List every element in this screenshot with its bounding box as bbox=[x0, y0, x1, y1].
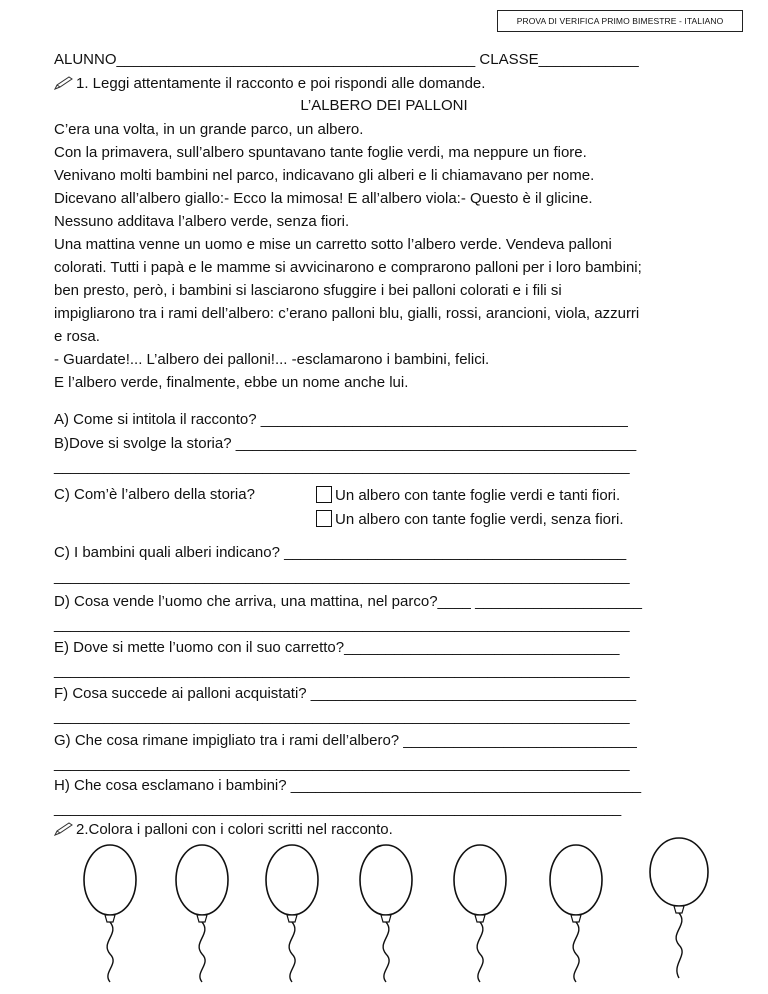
checkbox-option-2[interactable] bbox=[316, 510, 332, 527]
answer-blank-c2[interactable]: _____________________________________________________________________ bbox=[54, 568, 630, 585]
header-title: PROVA DI VERIFICA PRIMO BIMESTRE - ITALIANO bbox=[516, 16, 724, 26]
balloon-5[interactable] bbox=[450, 842, 510, 987]
question-e: E) Dove si mette l’uomo con il suo carretto?_________________________________ bbox=[54, 639, 620, 656]
student-class-line: ALUNNO___________________________________________ CLASSE____________ bbox=[54, 51, 639, 68]
answer-blank-d[interactable]: _____________________________________________________________________ bbox=[54, 616, 630, 633]
option-row bbox=[316, 486, 620, 506]
story-line: colorati. Tutti i papà e le mamme si avvicinarono e comprarono palloni per i loro bambini; bbox=[54, 259, 642, 276]
balloon-7[interactable] bbox=[646, 836, 712, 986]
balloon-4[interactable] bbox=[356, 842, 416, 987]
answer-blank-b[interactable]: _____________________________________________________________________ bbox=[54, 458, 630, 475]
pencil-icon bbox=[54, 822, 74, 836]
balloon-2[interactable] bbox=[172, 842, 232, 987]
question-c2: C) I bambini quali alberi indicano? _________________________________________ bbox=[54, 544, 627, 561]
story-line: ben presto, però, i bambini si lasciarono sfuggire i bei palloni colorati e i fili si bbox=[54, 282, 562, 299]
header-title-box bbox=[497, 10, 743, 32]
story-line: e rosa. bbox=[54, 328, 100, 345]
exercise2-instruction: 2.Colora i palloni con i colori scritti nel racconto. bbox=[76, 821, 393, 838]
option-row bbox=[316, 510, 624, 530]
answer-blank-g[interactable]: _____________________________________________________________________ bbox=[54, 755, 630, 772]
question-a: A) Come si intitola il racconto? ____________________________________________ bbox=[54, 411, 628, 428]
story-line: Una mattina venne un uomo e mise un carretto sotto l’albero verde. Vendeva palloni bbox=[54, 236, 612, 253]
option-2-label: Un albero con tante foglie verdi, senza fiori. bbox=[335, 511, 624, 528]
exercise1-instruction: 1. Leggi attentamente il racconto e poi rispondi alle domande. bbox=[76, 75, 486, 92]
story-line: Nessuno additava l’albero verde, senza fiori. bbox=[54, 213, 350, 230]
question-c1: C) Com’è l’albero della storia? bbox=[54, 486, 255, 503]
checkbox-option-1[interactable] bbox=[316, 486, 332, 503]
story-title: L’ALBERO DEI PALLONI bbox=[300, 97, 468, 114]
balloon-1[interactable] bbox=[80, 842, 140, 987]
story-line: Con la primavera, sull’albero spuntavano tante foglie verdi, ma neppure un fiore. bbox=[54, 144, 587, 161]
balloon-3[interactable] bbox=[262, 842, 322, 987]
story-line: - Guardate!... L’albero dei palloni!... -esclamarono i bambini, felici. bbox=[54, 351, 490, 368]
question-h: H) Che cosa esclamano i bambini? __________________________________________ bbox=[54, 777, 642, 794]
story-line: C’era una volta, in un grande parco, un albero. bbox=[54, 121, 364, 138]
story-line: E l’albero verde, finalmente, ebbe un nome anche lui. bbox=[54, 374, 409, 391]
question-g: G) Che cosa rimane impigliato tra i rami dell’albero? ____________________________ bbox=[54, 732, 637, 749]
balloon-6[interactable] bbox=[546, 842, 606, 987]
story-line: impigliarono tra i rami dell’albero: c’erano palloni blu, gialli, rossi, arancioni, viola, azzurri bbox=[54, 305, 640, 322]
question-b: B)Dove si svolge la storia? ________________________________________________ bbox=[54, 435, 637, 452]
exercise2-instruction-row bbox=[54, 820, 393, 840]
answer-blank-f[interactable]: _____________________________________________________________________ bbox=[54, 708, 630, 725]
option-1-label: Un albero con tante foglie verdi e tanti fiori. bbox=[335, 487, 621, 504]
pencil-icon bbox=[54, 76, 74, 90]
story-line: Dicevano all’albero giallo:- Ecco la mimosa! E all’albero viola:- Questo è il glicine. bbox=[54, 190, 593, 207]
question-f: F) Cosa succede ai palloni acquistati? _______________________________________ bbox=[54, 685, 637, 702]
exercise1-instruction-row bbox=[54, 74, 485, 94]
story-line: Venivano molti bambini nel parco, indicavano gli alberi e li chiamavano per nome. bbox=[54, 167, 595, 184]
question-d: D) Cosa vende l’uomo che arriva, una mattina, nel parco?____ ____________________ bbox=[54, 593, 642, 610]
answer-blank-h[interactable]: ____________________________________________________________________ bbox=[54, 800, 622, 817]
answer-blank-e[interactable]: _____________________________________________________________________ bbox=[54, 662, 630, 679]
